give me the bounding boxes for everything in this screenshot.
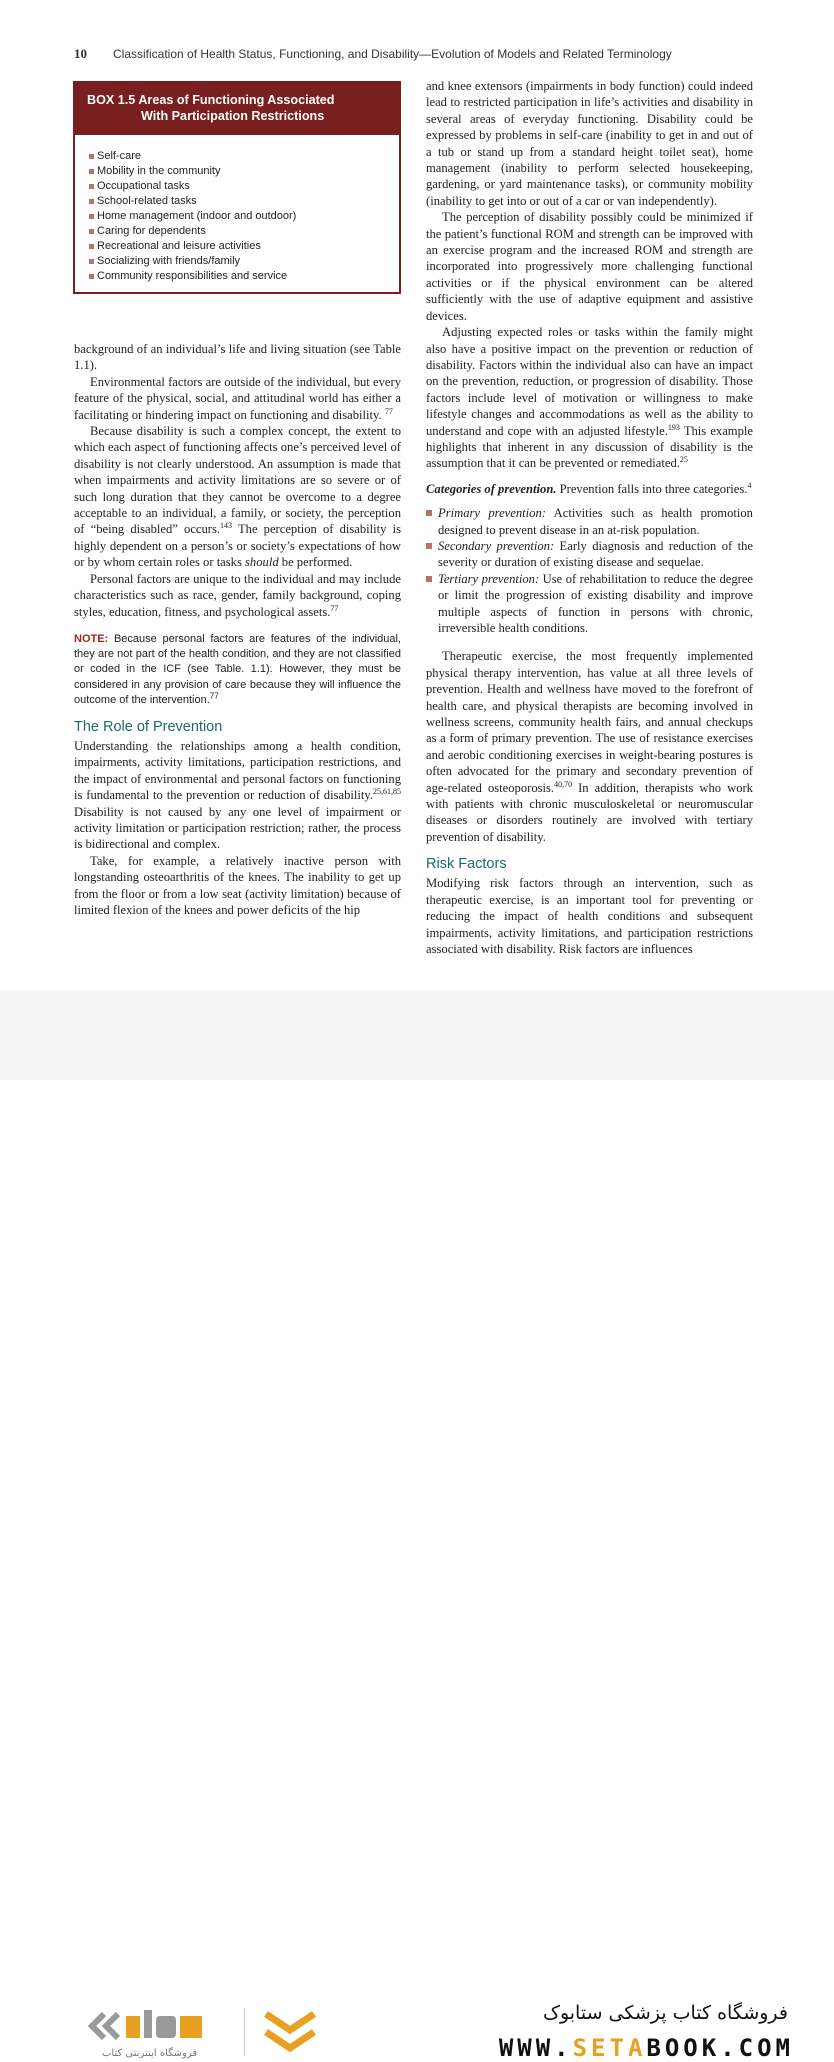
right-column bbox=[426, 78, 753, 957]
running-title: Classification of Health Status, Functioning, and Disability—Evolution of Models and Related Terminology bbox=[113, 47, 672, 61]
paragraph: Therapeutic exercise, the most frequently implemented physical therapy intervention, has value at all three levels of prevention. Health and wellness have moved to the forefront of health care, and physical therapists are becoming involved in wellness screens, community health fairs, and annual checkups as a form of primary prevention. The use of resistance exercises and aerobic conditioning exercises in weight-bearing postures is often advocated for the primary and secondary prevention of age-related osteoporosis.$^{40,70}$ In addition, therapists who work with patients with chronic musculoskeletal or neuromuscular diseases or disorders routinely are involved with tertiary prevention of disability. bbox=[426, 649, 753, 844]
store-name: فروشگاه کتاب پزشکی ستابوک bbox=[542, 2002, 788, 2024]
section-heading-risk-factors: Risk Factors bbox=[426, 856, 507, 873]
logo-subtitle: فروشگاه اینترنتی کتاب bbox=[102, 2048, 198, 2059]
paragraph: Because disability is such a complex concept, the extent to which each aspect of functioning affects one’s perceived level of disability is not clearly understood. An assumption is made that when impairments and activity limitations are so severe or of such long duration that they cannot be overcome to a degree acceptable to an individual, a family, or society, the perception of “being disabled” occurs.$^{143}$ The perception of disability is highly dependent on a person’s or society’s expectations of how or by whom certain roles or tasks should be performed. bbox=[74, 424, 401, 570]
prevention-item-secondary: Secondary prevention: Early diagnosis and reduction of the severity or duration of existing disease and sequelae. bbox=[426, 538, 753, 571]
paragraph: The perception of disability possibly could be minimized if the patient’s functional ROM and strength can be improved with an exercise program and the increased ROM and strength are incorporated into progressively more challenging functional activities or if the physical environment can be altered sufficiently with the use of adaptive equipment and assistive devices. bbox=[426, 210, 753, 323]
box-list-item: Socializing with friends/family bbox=[89, 254, 399, 269]
box-title-line1: BOX 1.5 Areas of Functioning Associated bbox=[87, 93, 335, 107]
box-list bbox=[75, 135, 399, 284]
watermark-footer bbox=[0, 990, 834, 2062]
note-label: NOTE: bbox=[74, 632, 109, 645]
prevention-item-tertiary: Tertiary prevention: Use of rehabilitation to reduce the degree or limit the progression of existing disability and improve multiple aspects of function in persons with chronic, irreversible health conditions. bbox=[426, 571, 753, 637]
paragraph: Understanding the relationships among a health condition, impairments, activity limitations, participation restrictions, and the impact of environmental and personal factors on functioning is fundamental to the prevention or reduction of disability.$^{25,61,85}$ Disability is not caused by any one level of impairment or activity limitation or participation restriction; rather, the process is bidirectional and complex. bbox=[74, 738, 401, 852]
running-header bbox=[74, 46, 764, 62]
paragraph: Personal factors are unique to the individual and may include characteristics such as race, gender, family background, coping styles, education, fitness, and psychological assets.$^{77}$ bbox=[74, 571, 401, 619]
footer-divider bbox=[244, 2008, 245, 2056]
box-list-item: Occupational tasks bbox=[89, 179, 399, 194]
box-title bbox=[75, 83, 399, 135]
box-list-item: Caring for dependents bbox=[89, 224, 399, 239]
box-1-5 bbox=[73, 81, 401, 294]
left-column bbox=[74, 341, 401, 918]
note: NOTE: Because personal factors are features of the individual, they are not part of the health condition, and they are not classified or coded in the ICF (see Table. 1.1). However, they must be considered in any provision of care because they will influence the outcome of the intervention.$^{77}$ bbox=[74, 632, 401, 706]
paragraph: Modifying risk factors through an intervention, such as therapeutic exercise, is an important tool for preventing or reducing the impact of health conditions and subsequent impairments, activity limitations, and participation restrictions associated with disability. Risk factors are influences bbox=[426, 876, 753, 956]
paragraph: Environmental factors are outside of the individual, but every feature of the physical, social, and attitudinal world has either a facilitating or hindering impact on functioning and disability. $^{77}$ bbox=[74, 374, 401, 422]
box-list-item: Home management (indoor and outdoor) bbox=[89, 209, 399, 224]
store-url: WWW.SETABOOK.COM bbox=[498, 2034, 794, 2062]
paragraph: Adjusting expected roles or tasks within the family might also have a positive impact on the prevention or reduction of disability. Factors within the individual also can have an impact on the prevention, reduction, or progression of disability. Those factors include level of motivation or willingness to make lifestyle changes and accommodations as well as the ability to understand and cope with an adjusted lifestyle.$^{193}$ This example highlights that inherent in any discussion of disability is the assumption that it can be prevented or remediated.$^{25}$ bbox=[426, 325, 753, 471]
box-list-item: School-related tasks bbox=[89, 194, 399, 209]
chevron-down-icon bbox=[260, 2008, 320, 2056]
section-heading-prevention: The Role of Prevention bbox=[74, 718, 223, 735]
prevention-list bbox=[426, 505, 753, 636]
box-list-item: Mobility in the community bbox=[89, 164, 399, 179]
book-page bbox=[0, 0, 834, 990]
box-list-item: Community responsibilities and service bbox=[89, 269, 399, 284]
categories-paragraph: Categories of prevention. Prevention falls into three categories.$^4$ bbox=[426, 480, 752, 496]
paragraph: background of an individual’s life and living situation (see Table 1.1). bbox=[74, 342, 401, 373]
page-number: 10 bbox=[74, 46, 87, 61]
prevention-item-primary: Primary prevention: Activities such as health promotion designed to prevent disease in an at-risk population. bbox=[426, 505, 753, 538]
box-title-line2: With Participation Restrictions bbox=[141, 109, 325, 123]
box-list-item: Recreational and leisure activities bbox=[89, 239, 399, 254]
box-list-item: Self-care bbox=[89, 149, 399, 164]
paragraph: and knee extensors (impairments in body function) could indeed lead to restricted participation in life’s activities and disability in several areas of everyday functioning. Disability could be expressed by problems in self-care (inability to get in and out of a tub or stand up from a standard height toilet seat), home management (inability to perform selected housekeeping, gardening, or yard maintenance tasks), or community mobility (inability to get into or out of a car or van independently). bbox=[426, 79, 753, 208]
paragraph: Take, for example, a relatively inactive person with longstanding osteoarthritis of the knees. The inability to get up from the floor or from a low seat (activity limitation) because of limited flexion of the knees and power deficits of the hip bbox=[74, 853, 401, 917]
